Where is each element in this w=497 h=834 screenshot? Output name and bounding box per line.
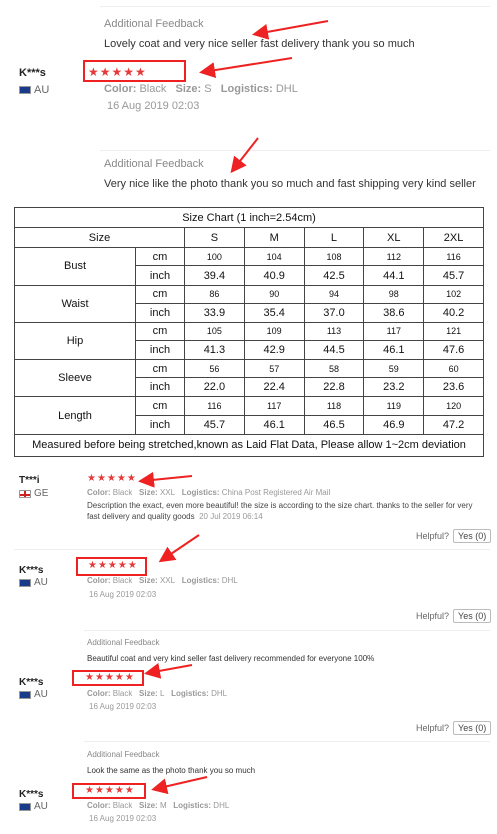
arrow-icon [162, 535, 199, 560]
cell: 59 [364, 360, 424, 378]
cell: 86 [185, 285, 245, 303]
cell: 98 [364, 285, 424, 303]
star-rating: ★★★★★ [85, 672, 135, 683]
cell: 47.2 [424, 415, 484, 434]
arrow-icon [155, 777, 207, 789]
review-meta: Color: Black Size: M Logistics: DHL [87, 801, 230, 810]
cell: 22.8 [304, 378, 364, 397]
arrow-icon [148, 665, 192, 673]
unit-cm: cm [136, 285, 185, 303]
review-date: 16 Aug 2019 02:03 [89, 814, 157, 823]
review-meta: Color: Black Size: S Logistics: DHL [104, 83, 298, 95]
cell: 47.6 [424, 341, 484, 360]
cell: 23.6 [424, 378, 484, 397]
country-code: GE [34, 488, 49, 499]
cell: 33.9 [185, 303, 245, 322]
cell: 46.1 [364, 341, 424, 360]
reviewer-name: K***s [19, 565, 44, 576]
size-header: Size [15, 228, 185, 248]
additional-feedback-label: Additional Feedback [104, 158, 204, 170]
star-rating: ★★★★★ [88, 65, 147, 79]
cell: 102 [424, 285, 484, 303]
reviewer-name: K***s [19, 67, 46, 79]
cell: 58 [304, 360, 364, 378]
cell: 90 [244, 285, 304, 303]
cell: 45.7 [424, 266, 484, 285]
row-name-hip: Hip [15, 322, 136, 359]
row-name-waist: Waist [15, 285, 136, 322]
cell: 119 [364, 397, 424, 415]
review-date: 20 Jul 2019 06:14 [199, 512, 263, 521]
country-code: AU [34, 689, 48, 700]
unit-cm: cm [136, 322, 185, 340]
cell: 41.3 [185, 341, 245, 360]
arrow-icon [203, 58, 292, 72]
cell: 113 [304, 322, 364, 340]
size-col-m: M [244, 228, 304, 248]
cell: 45.7 [185, 415, 245, 434]
row-name-bust: Bust [15, 248, 136, 285]
cell: 56 [185, 360, 245, 378]
additional-feedback-text: Beautiful coat and very kind seller fast delivery recommended for everyone 100% [87, 654, 375, 663]
arrow-icon [142, 476, 192, 481]
cell: 105 [185, 322, 245, 340]
country-code: AU [34, 801, 48, 812]
additional-feedback-label: Additional Feedback [87, 638, 160, 647]
unit-cm: cm [136, 360, 185, 378]
review-meta: Color: Black Size: L Logistics: DHL [87, 689, 228, 698]
helpful-label: Helpful? [416, 611, 450, 621]
unit-cm: cm [136, 248, 185, 266]
unit-inch: inch [136, 378, 185, 397]
cell: 22.4 [244, 378, 304, 397]
size-col-l: L [304, 228, 364, 248]
cell: 37.0 [304, 303, 364, 322]
cell: 38.6 [364, 303, 424, 322]
review-meta: Color: Black Size: XXL Logistics: China Post Registered Air Mail [87, 488, 331, 497]
cell: 22.0 [185, 378, 245, 397]
size-col-xl: XL [364, 228, 424, 248]
cell: 100 [185, 248, 245, 266]
cell: 46.1 [244, 415, 304, 434]
cell: 104 [244, 248, 304, 266]
star-rating: ★★★★★ [87, 473, 137, 484]
country-code: AU [34, 577, 48, 588]
reviewer-name: T***i [19, 475, 40, 486]
cell: 39.4 [185, 266, 245, 285]
row-name-length: Length [15, 397, 136, 434]
cell: 116 [424, 248, 484, 266]
review-text: Description the exact, even more beautiful! the size is according to the size chart. thanks to the seller for very fast delivery and quality goods 20 Jul 2019 06:14 [87, 501, 473, 521]
helpful-label: Helpful? [416, 531, 450, 541]
cell: 42.5 [304, 266, 364, 285]
cell: 35.4 [244, 303, 304, 322]
reviewer-name: K***s [19, 789, 44, 800]
star-rating: ★★★★★ [85, 785, 135, 796]
cell: 112 [364, 248, 424, 266]
helpful-yes-button[interactable]: Yes (0) [453, 529, 491, 543]
review-date: 16 Aug 2019 02:03 [89, 590, 157, 599]
unit-inch: inch [136, 266, 185, 285]
additional-feedback-text: Look the same as the photo thank you so much [87, 766, 256, 775]
additional-feedback-label: Additional Feedback [104, 18, 204, 30]
helpful-yes-button[interactable]: Yes (0) [453, 721, 491, 735]
additional-feedback-text: Lovely coat and very nice seller fast delivery thank you so much [104, 38, 415, 50]
row-name-sleeve: Sleeve [15, 360, 136, 397]
cell: 44.1 [364, 266, 424, 285]
unit-cm: cm [136, 397, 185, 415]
cell: 94 [304, 285, 364, 303]
cell: 118 [304, 397, 364, 415]
star-rating: ★★★★★ [88, 560, 138, 571]
size-chart-title: Size Chart (1 inch=2.54cm) [15, 208, 484, 228]
helpful-label: Helpful? [416, 723, 450, 733]
unit-inch: inch [136, 341, 185, 360]
cell: 40.9 [244, 266, 304, 285]
size-col-s: S [185, 228, 245, 248]
review-meta: Color: Black Size: XXL Logistics: DHL [87, 576, 238, 585]
cell: 117 [244, 397, 304, 415]
arrow-icon [233, 138, 258, 170]
unit-inch: inch [136, 415, 185, 434]
cell: 57 [244, 360, 304, 378]
cell: 46.5 [304, 415, 364, 434]
reviewer-name: K***s [19, 677, 44, 688]
cell: 23.2 [364, 378, 424, 397]
cell: 42.9 [244, 341, 304, 360]
additional-feedback-label: Additional Feedback [87, 750, 160, 759]
cell: 60 [424, 360, 484, 378]
unit-inch: inch [136, 303, 185, 322]
size-chart-note: Measured before being stretched,known as Laid Flat Data, Please allow 1~2cm deviation [15, 434, 484, 456]
review-date: 16 Aug 2019 02:03 [89, 702, 157, 711]
cell: 44.5 [304, 341, 364, 360]
cell: 120 [424, 397, 484, 415]
cell: 109 [244, 322, 304, 340]
cell: 116 [185, 397, 245, 415]
cell: 46.9 [364, 415, 424, 434]
additional-feedback-text: Very nice like the photo thank you so much and fast shipping very kind seller [104, 178, 476, 190]
review-date: 16 Aug 2019 02:03 [107, 100, 200, 112]
country-code: AU [34, 84, 50, 96]
helpful-yes-button[interactable]: Yes (0) [453, 609, 491, 623]
cell: 117 [364, 322, 424, 340]
cell: 108 [304, 248, 364, 266]
cell: 40.2 [424, 303, 484, 322]
arrow-icon [256, 21, 328, 34]
size-col-2xl: 2XL [424, 228, 484, 248]
cell: 121 [424, 322, 484, 340]
